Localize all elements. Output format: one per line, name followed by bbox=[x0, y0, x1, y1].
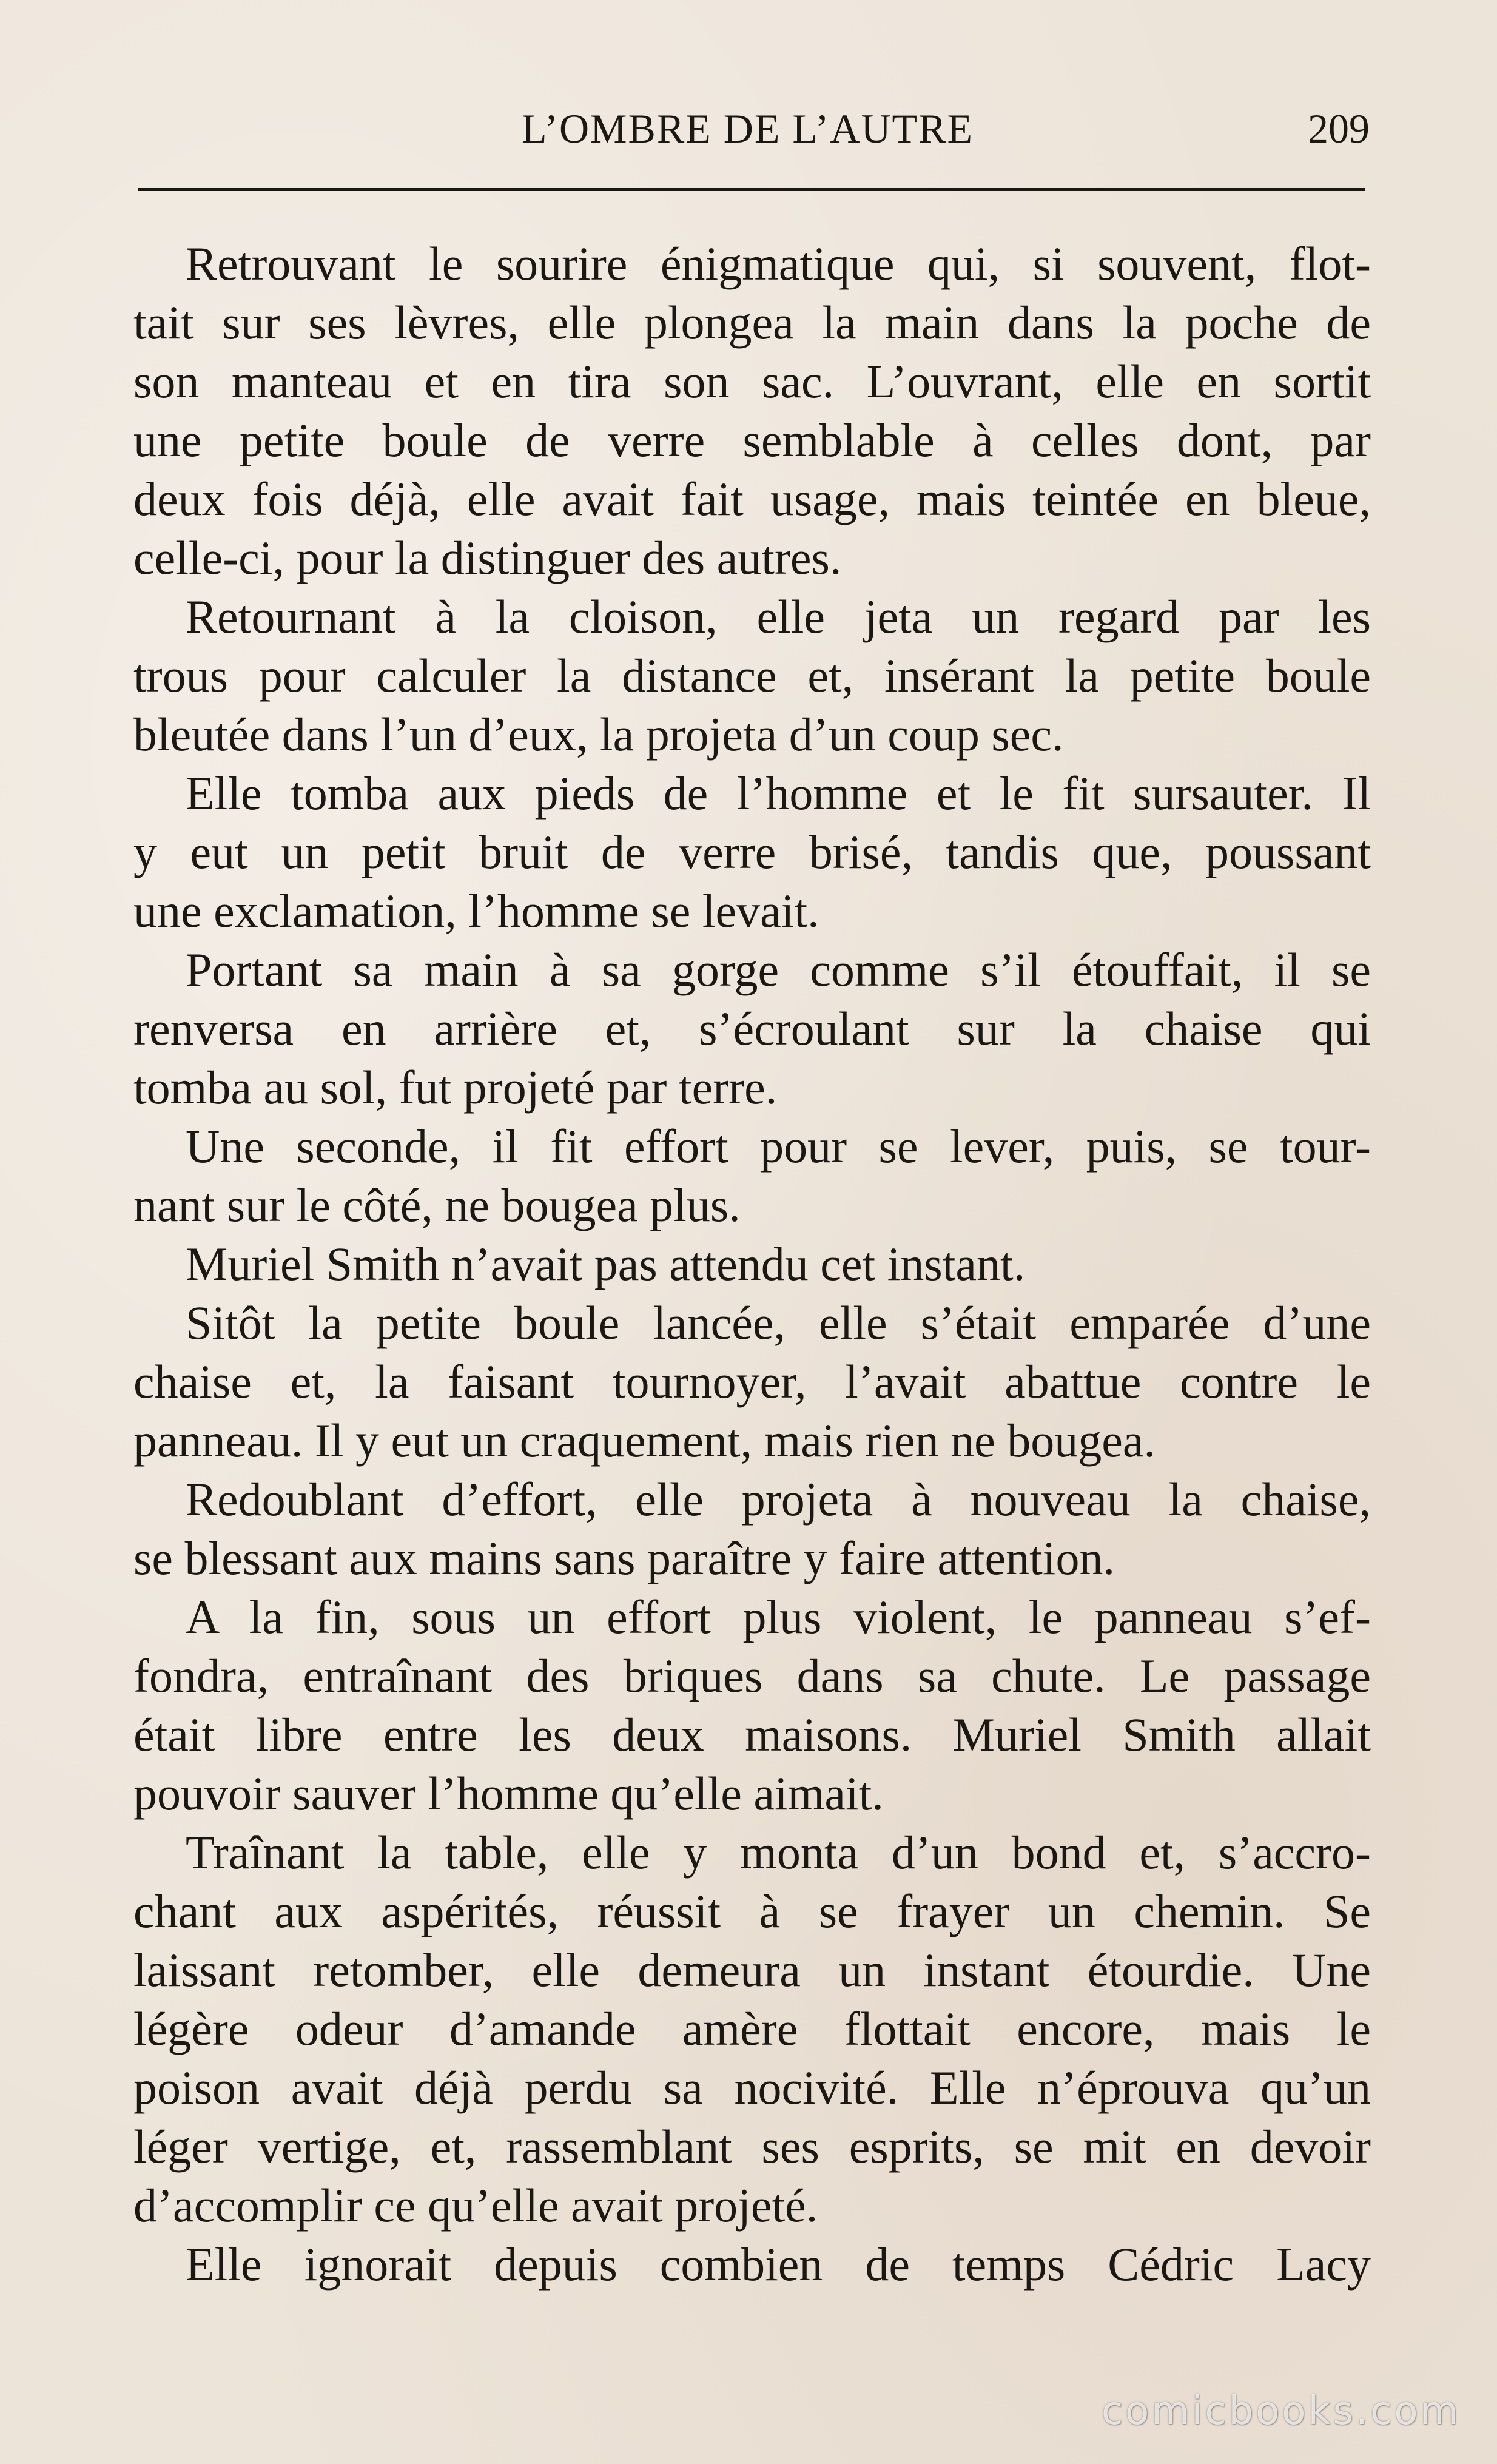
text-line: deux fois déjà, elle avait fait usage, mais teintée en bleue, bbox=[133, 473, 1371, 525]
text-line: bleutée dans l’un d’eux, la projeta d’un coup sec. bbox=[133, 708, 1064, 761]
text-line: Retrouvant le sourire énigmatique qui, si souvent, flot- bbox=[186, 237, 1371, 290]
text-line: tomba au sol, fut projeté par terre. bbox=[133, 1061, 778, 1114]
text-line: Sitôt la petite boule lancée, elle s’était emparée d’une bbox=[186, 1296, 1371, 1349]
body-text bbox=[133, 234, 1371, 2294]
text-line: une exclamation, l’homme se levait. bbox=[133, 884, 819, 937]
text-line: léger vertige, et, rassemblant ses esprits, se mit en devoir bbox=[133, 2120, 1371, 2173]
text-line: renversa en arrière et, s’écroulant sur la chaise qui bbox=[133, 1002, 1371, 1055]
text-line: légère odeur d’amande amère flottait encore, mais le bbox=[133, 2002, 1371, 2055]
running-title: L’OMBRE DE L’AUTRE bbox=[522, 106, 974, 152]
text-line: Retournant à la cloison, elle jeta un regard par les bbox=[186, 590, 1371, 643]
text-line: d’accomplir ce qu’elle avait projeté. bbox=[133, 2179, 818, 2232]
text-line: Elle ignorait depuis combien de temps Cédric Lacy bbox=[186, 2238, 1371, 2291]
text-line: nant sur le côté, ne bougea plus. bbox=[133, 1179, 741, 1231]
text-line: Traînant la table, elle y monta d’un bond et, s’accro- bbox=[186, 1826, 1371, 1879]
text-line: était libre entre les deux maisons. Muriel Smith allait bbox=[133, 1708, 1371, 1761]
text-line: Elle tomba aux pieds de l’homme et le fit sursauter. Il bbox=[186, 767, 1371, 820]
text-line: A la fin, sous un effort plus violent, le panneau s’ef- bbox=[186, 1590, 1371, 1643]
text-line: se blessant aux mains sans paraître y faire attention. bbox=[133, 1532, 1115, 1584]
text-line: trous pour calculer la distance et, insérant la petite boule bbox=[133, 649, 1371, 702]
text-line: une petite boule de verre semblable à celles dont, par bbox=[133, 414, 1371, 466]
text-line: Muriel Smith n’avait pas attendu cet instant. bbox=[186, 1237, 1026, 1290]
text-line: fondra, entraînant des briques dans sa chute. Le passage bbox=[133, 1649, 1371, 1702]
text-line: tait sur ses lèvres, elle plongea la main dans la poche de bbox=[133, 296, 1371, 349]
text-line: laissant retomber, elle demeura un instant étourdie. Une bbox=[133, 1944, 1371, 1996]
text-line: poison avait déjà perdu sa nocivité. Elle n’éprouva qu’un bbox=[133, 2061, 1371, 2114]
text-line: Portant sa main à sa gorge comme s’il étouffait, il se bbox=[186, 943, 1371, 996]
text-line: celle-ci, pour la distinguer des autres. bbox=[133, 531, 842, 584]
page-number: 209 bbox=[1308, 106, 1370, 152]
watermark: comicbooks.com bbox=[1101, 2389, 1461, 2434]
text-line: son manteau et en tira son sac. L’ouvrant, elle en sortit bbox=[133, 355, 1371, 408]
text-line: Redoublant d’effort, elle projeta à nouveau la chaise, bbox=[186, 1473, 1371, 1526]
text-line: chant aux aspérités, réussit à se frayer un chemin. Se bbox=[133, 1885, 1371, 1937]
text-line: Une seconde, il fit effort pour se lever, puis, se tour- bbox=[186, 1120, 1371, 1173]
text-line: panneau. Il y eut un craquement, mais rien ne bougea. bbox=[133, 1414, 1156, 1467]
text-line: y eut un petit bruit de verre brisé, tandis que, poussant bbox=[133, 826, 1371, 878]
header-rule bbox=[138, 188, 1365, 191]
text-line: chaise et, la faisant tournoyer, l’avait abattue contre le bbox=[133, 1355, 1371, 1408]
text-line: pouvoir sauver l’homme qu’elle aimait. bbox=[133, 1767, 884, 1820]
